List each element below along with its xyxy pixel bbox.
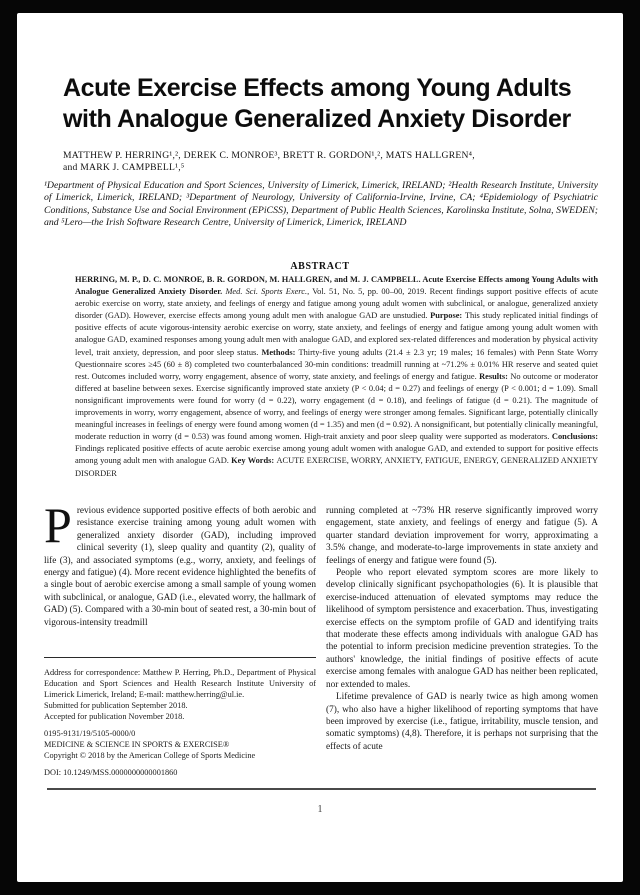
abstract-heading: ABSTRACT [290,261,350,272]
bottom-divider [47,788,596,790]
body-paragraph-2: running completed at ~73% HR reserve significantly improved worry engagement, state anxiety, and feelings of energy and fatigue (5). A quarter standard deviation improvement for worry, approximating a 3.5% change, and moderate-to-large improvements in state anxiety and feelings of energy and fatigue were found (5). [326,506,598,566]
doi-line: DOI: 10.1249/MSS.0000000000001860 [44,768,178,777]
right-column [326,505,598,753]
paper-page [17,13,623,882]
article-title [63,73,608,135]
abstract-text: HERRING, M. P., D. C. MONROE, B. R. GORDON, M. HALLGREN, and M. J. CAMPBELL. Acute Exercise Effects among Young Adults with Analogue Generalized Anxiety Disorder. Med. Sci. Sports Exerc., Vol. 51, No. 5, pp. 00–00, 2019. Recent findings support positive effects of acute aerobic exercise on worry, state anxiety, and feelings of energy and fatigue among young adult women with subclinical, or analogue, generalized anxiety disorder (GAD). However, exercise effects among young adult men with analogue GAD are unstudied. Purpose: This study replicated initial findings of positive effects of acute vigorous-intensity aerobic exercise on worry, state anxiety, and feelings of energy and fatigue among young adult women with analogue GAD, examined responses among young adult men with analogue GAD, and explored sex-related differences and moderation by physical activity level, trait anxiety, depression, and poor sleep status. Methods: Thirty-five young adults (21.4 ± 2.3 yr; 19 males; 16 females) with Penn State Worry Questionnaire scores ≥45 (60 ± 8) completed two counterbalanced 30-min conditions: treadmill running at ~71.2% ± 0.01% HR reserve and seated quiet rest. Outcomes included worry, worry engagement, absence of worry, state anxiety, and feelings of energy and fatigue. Results: No outcome or moderator differed at baseline between sexes. Exercise significantly improved state anxiety (P < 0.04; d = 0.27) and feelings of energy (P < 0.001; d = 1.09). Small nonsignificant improvements were found for worry (d = 0.22), worry engagement (d = 0.18), and feelings of fatigue (d = 0.21). The magnitude of improvements in worry, worry engagement, absence of worry, and feelings of energy were stronger among females. Significant large, potentially clinically meaningful increases in feelings of energy were found among women (d = 1.35) and men (d = 0.92). A nonsignificant, but potentially clinically meaningful, moderate reduction in worry (d = 0.53) was found among women. High-trait anxiety and poor sleep quality were supported as moderators. Conclusions: Findings replicated positive effects of acute aerobic exercise among young adult women with analogue GAD, and extended to support for positive effects among young adult men with analogue GAD. Key Words: ACUTE EXERCISE, WORRY, ANXIETY, FATIGUE, ENERGY, GENERALIZED ANXIETY DISORDER [75,275,598,478]
authors-line-2: and MARK J. CAMPBELL¹,⁵ [63,162,185,173]
issn-line: 0195-9131/19/5105-0000/0 [44,729,136,738]
author-list [63,150,593,174]
body-paragraph-4: Lifetime prevalence of GAD is nearly twice as high among women (7), who also have a higher likelihood of reporting symptoms that have been improved by exercise (i.e., fatigue, irritability, muscle tension, and somatic symptoms) (4,8). Therefore, it is perhaps not surprising that the effects of acute [326,692,598,752]
footnote-block [44,657,316,778]
body-paragraph-3: People who report elevated symptom scores are more likely to develop clinically significant psychopathologies (6). It is plausible that exercise-induced attenuation of elevated symptoms may reduce the likelihood of symptom persistence and exacerbation. Thus, investigating exercise effects on the symptom profile of GAD and identifying traits that moderate these effects among individuals with analogue GAD has the potential to inform precision medicine prevention strategies. To the authors' knowledge, the initial findings of positive effects of acute exercise among females with analogue GAD has neither been replicated, nor extended to males. [326,568,598,690]
footnote-divider [44,657,316,658]
correspondence-note: Address for correspondence: Matthew P. Herring, Ph.D., Department of Physical Education and Sport Sciences and Health Research Institute University of Limerick Limerick, Ireland; E-mail: matthew.herring@ul.ie. [44,668,316,699]
body-paragraph-1-text: revious evidence supported positive effects of both aerobic and resistance exercise training among young adult women with generalized anxiety disorder (GAD), including improved clinical severity (1), sleep quality and quantity (2), quality of life (3), and associated symptoms (e.g., worry, anxiety, and feelings of energy and fatigue) (4). More recent evidence highlighted the benefits of a single bout of aerobic exercise among a small sample of young women with subclinical, or analogue, GAD (i.e., elevated worry, the hallmark of GAD) (5). Compared with a 30-min bout of seated rest, a 30-min bout of vigorous-intensity treadmill [44,506,316,628]
accepted-note: Accepted for publication November 2018. [44,712,185,721]
body-paragraph-1 [44,505,316,629]
title-line-2: with Analogue Generalized Anxiety Disorder [63,105,571,133]
drop-cap: P [44,505,72,553]
authors-line-1: MATTHEW P. HERRING¹,², DEREK C. MONROE³, BRETT R. GORDON¹,², MATS HALLGREN⁴, [63,150,475,161]
submitted-note: Submitted for publication September 2018. [44,701,188,710]
title-line-1: Acute Exercise Effects among Young Adults [63,74,572,102]
affiliations: ¹Department of Physical Education and Sport Sciences, University of Limerick, Limerick, IRELAND; ²Health Research Institute, University of Limerick, Limerick, IRELAND; ³Department of Neurology, University of California-Irvine, Irvine, CA; ⁴Epidemiology of Psychiatric Conditions, Substance Use and Social Environment (EPiCSS), Department of Public Health Sciences, Karolinska Institute, Solna, SWEDEN; and ⁵Lero—the Irish Software Research Centre, University of Limerick, Limerick, IRELAND [44,180,598,228]
footnotes [44,667,316,778]
copyright-line: Copyright © 2018 by the American College of Sports Medicine [44,751,256,760]
page-number: 1 [317,804,323,815]
journal-name: MEDICINE & SCIENCE IN SPORTS & EXERCISE® [44,740,230,749]
